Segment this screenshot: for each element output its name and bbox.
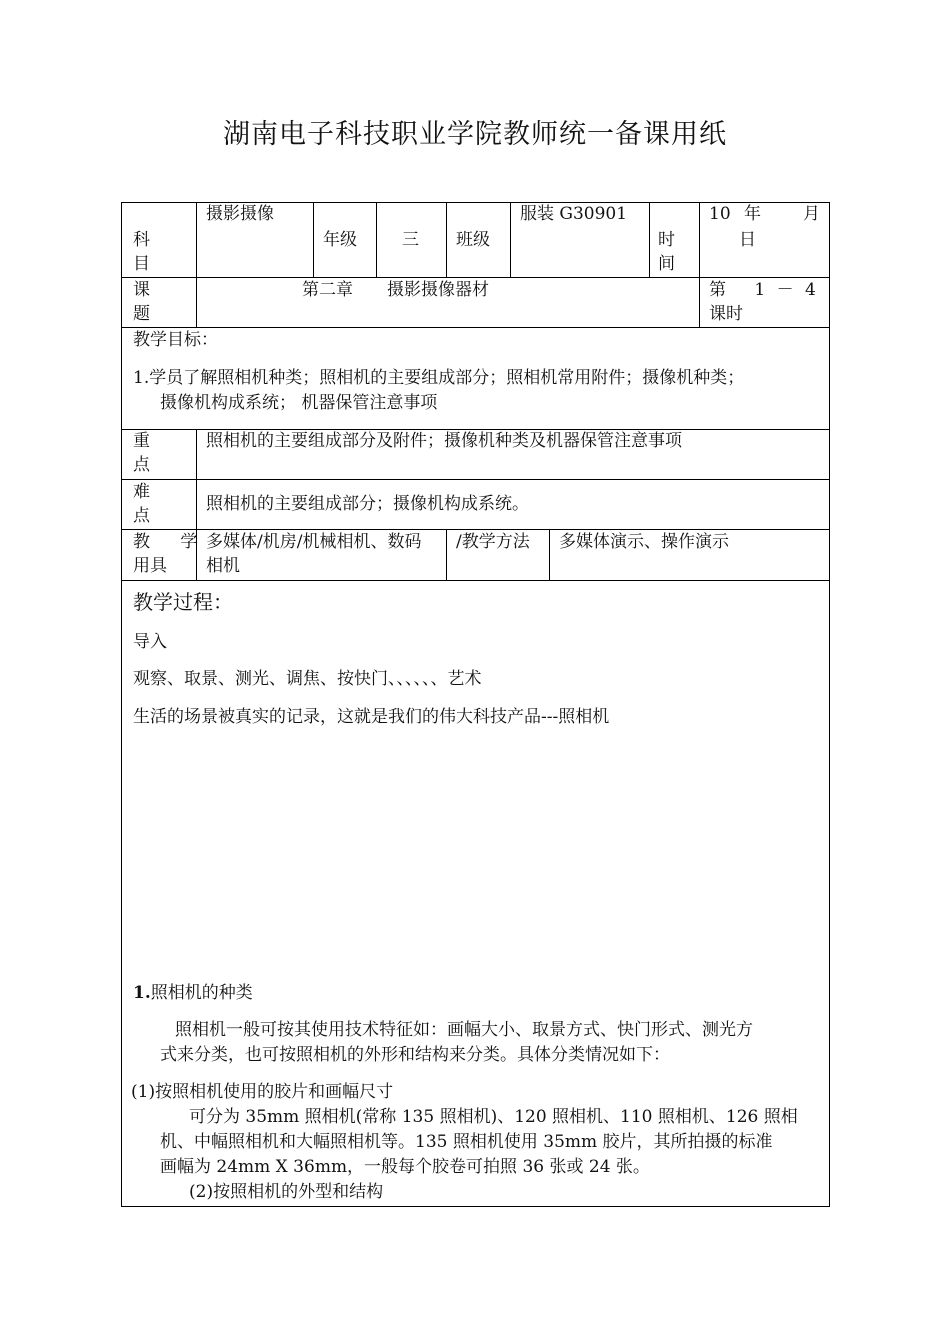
class-value: 服装 G30901 <box>520 204 628 224</box>
difficulties-label: 难 <box>133 482 150 502</box>
col-divider <box>649 202 650 278</box>
col-divider <box>699 202 700 278</box>
time-label: 时 <box>658 230 675 250</box>
method-label: /教学方法 <box>456 532 530 552</box>
row-divider <box>121 580 830 581</box>
subject-label: 目 <box>133 254 150 274</box>
table-border-right <box>829 202 830 1207</box>
table-border-left <box>121 202 122 1207</box>
paragraph-line: 可分为 35mm 照相机(常称 135 照相机)、120 照相机、110 照相机、126 照相 <box>189 1107 798 1127</box>
page-title: 湖南电子科技职业学院教师统一备课用纸 <box>223 119 727 150</box>
time-day: 日 <box>739 230 756 250</box>
paragraph-line: 照相机一般可按其使用技术特征如：画幅大小、取景方式、快门形式、测光方 <box>175 1020 753 1040</box>
time-label: 间 <box>658 254 675 274</box>
subsection-title: (1)按照相机使用的胶片和画幅尺寸 <box>131 1082 394 1102</box>
objectives-text: 1.学员了解照相机种类；照相机的主要组成部分；照相机常用附件；摄像机种类； <box>133 368 745 388</box>
time-month: 月 <box>803 204 820 224</box>
grade-value: 三 <box>402 230 419 250</box>
section-heading <box>133 981 253 1006</box>
process-heading: 教学过程： <box>133 590 233 614</box>
col-divider <box>196 202 197 278</box>
process-summary: 生活的场景被真实的记录，这就是我们的伟大科技产品---照相机 <box>133 707 610 727</box>
topic-label: 课 <box>133 280 150 300</box>
key-points-value: 照相机的主要组成部分及附件；摄像机种类及机器保管注意事项 <box>206 431 682 451</box>
col-divider <box>510 202 511 278</box>
col-divider <box>313 202 314 278</box>
key-points-label: 重 <box>133 431 150 451</box>
objectives-heading: 教学目标： <box>133 330 218 350</box>
tools-value: 相机 <box>206 556 240 576</box>
col-divider <box>446 202 447 278</box>
subsection-title: (2)按照相机的外型和结构 <box>189 1182 384 1202</box>
section-number: 1. <box>133 983 151 1003</box>
col-divider <box>549 529 550 581</box>
difficulties-value: 照相机的主要组成部分；摄像机构成系统。 <box>206 494 529 514</box>
row-divider <box>121 479 830 480</box>
col-divider <box>376 202 377 278</box>
tools-label: 教 学 <box>133 532 198 552</box>
col-divider <box>196 429 197 581</box>
topic-hours: 第 1 － 4 <box>709 280 816 300</box>
tools-value: 多媒体/机房/机械相机、数码 <box>206 532 422 552</box>
col-divider <box>446 529 447 581</box>
topic-hours: 课时 <box>709 304 743 324</box>
key-points-label: 点 <box>133 455 150 475</box>
grade-label: 年级 <box>323 230 357 250</box>
class-label: 班级 <box>456 230 490 250</box>
objectives-text: 摄像机构成系统； 机器保管注意事项 <box>160 393 438 413</box>
subject-label: 科 <box>133 230 150 250</box>
table-border-bottom <box>121 1206 830 1207</box>
col-divider <box>196 277 197 328</box>
method-value: 多媒体演示、操作演示 <box>559 532 729 552</box>
paragraph-line: 画幅为 24mm X 36mm，一般每个胶卷可拍照 36 张或 24 张。 <box>160 1157 650 1177</box>
subject-value: 摄影摄像 <box>206 204 274 224</box>
paragraph-line: 式来分类，也可按照相机的外形和结构来分类。具体分类情况如下： <box>160 1045 670 1065</box>
time-year: 10 年 <box>709 204 762 224</box>
tools-label: 用具 <box>133 556 167 576</box>
section-title: 照相机的种类 <box>150 983 253 1003</box>
paragraph-line: 机、中幅照相机和大幅照相机等。135 照相机使用 35mm 胶片，其所拍摄的标准 <box>160 1132 773 1152</box>
topic-label: 题 <box>133 304 150 324</box>
process-intro: 导入 <box>133 632 167 652</box>
process-steps: 观察、取景、测光、调焦、按快门、、、、、、艺术 <box>133 669 482 689</box>
col-divider <box>699 277 700 328</box>
topic-value: 第二章 摄影摄像器材 <box>302 280 489 300</box>
row-divider <box>121 327 830 328</box>
difficulties-label: 点 <box>133 506 150 526</box>
